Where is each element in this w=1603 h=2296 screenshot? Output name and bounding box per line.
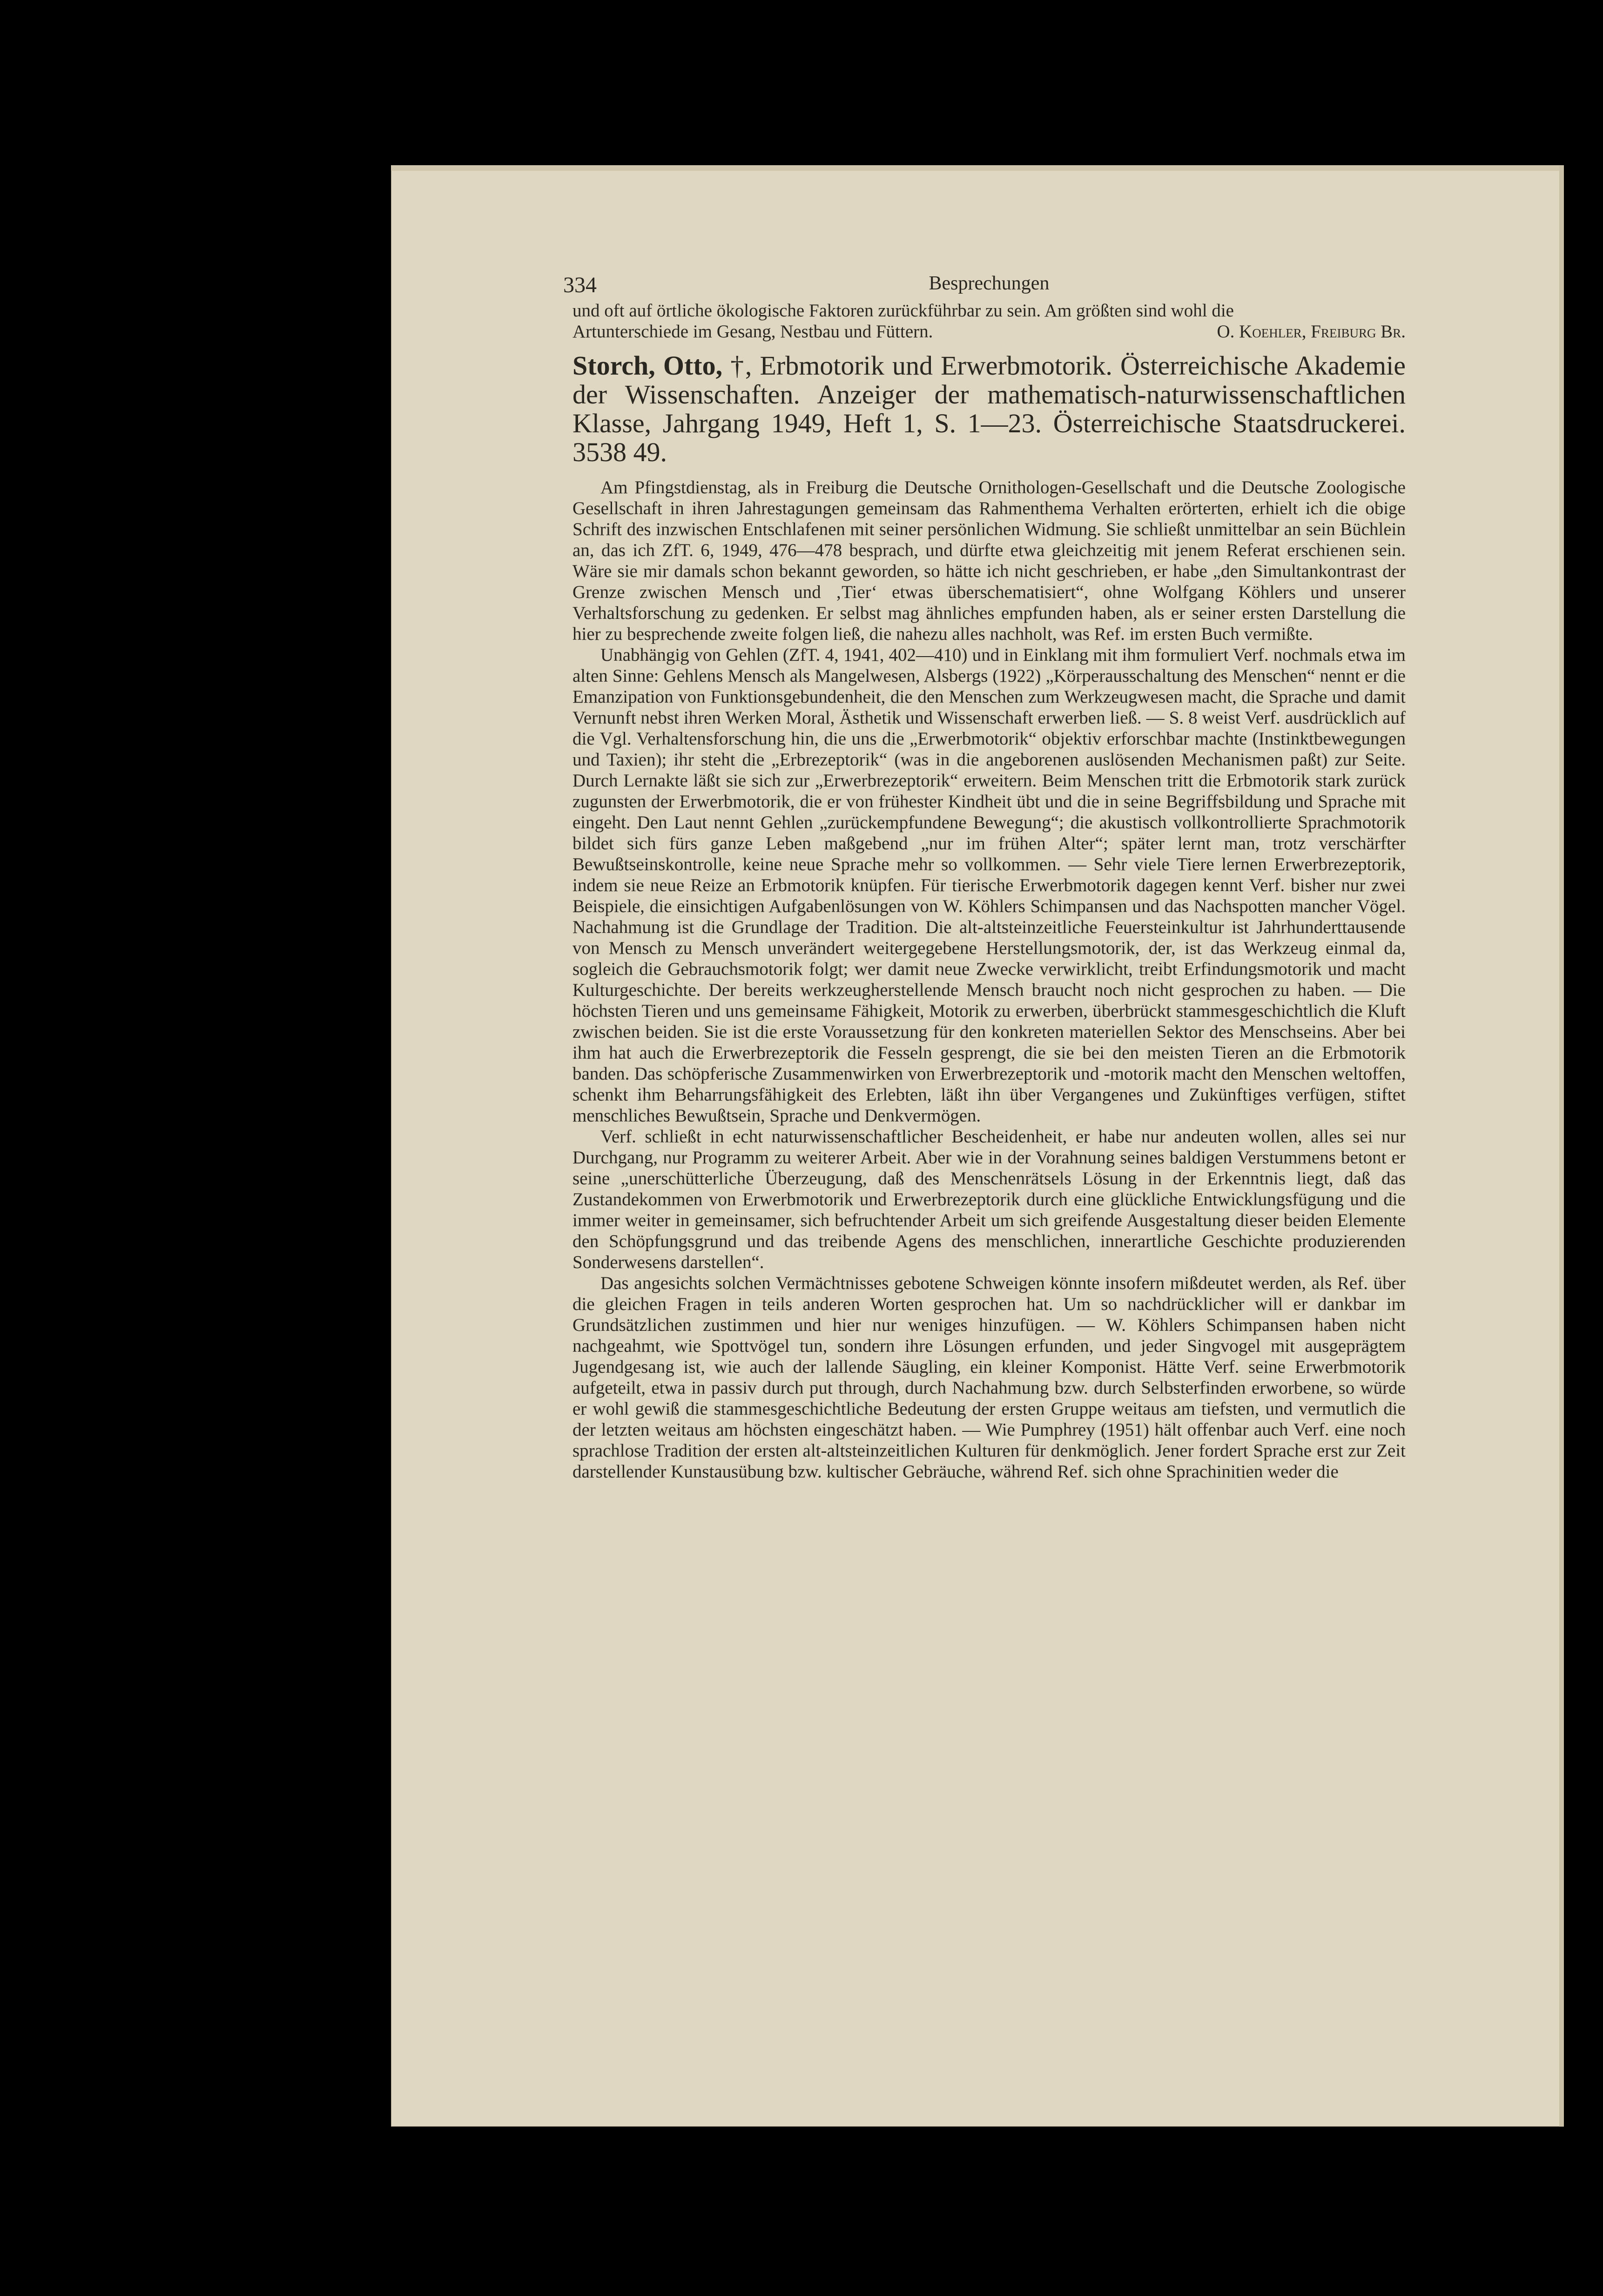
- review-body: [572, 477, 1406, 1482]
- review-paragraph-2: Unabhängig von Gehlen (ZfT. 4, 1941, 402—410) und in Einklang mit ihm formuliert Verf. nochmals etwa im alten Sinne: Gehlens Mensch als Mangelwesen, Alsbergs (1922) „Körperausschaltung des Menschen“ nennt er die Emanzipation von Funktionsgebundenheit, die den Menschen zum Werkzeugwesen macht, die Sprache und damit Vernunft nebst ihren Werken Moral, Ästhetik und Wissenschaft erwerben ließ. — S. 8 weist Verf. ausdrücklich auf die Vgl. Verhaltensforschung hin, die uns die „Erwerbmotorik“ objektiv erforschbar machte (Instinktbewegungen und Taxien); ihr steht die „Erbrezeptorik“ (was in die angeborenen auslösenden Mechanismen paßt) zur Seite. Durch Lernakte läßt sie sich zur „Erwerbrezeptorik“ erweitern. Beim Menschen tritt die Erbmotorik stark zurück zugunsten der Erwerbmotorik, die er von frühester Kindheit übt und die in seine Begriffsbildung und Sprache mit eingeht. Den Laut nennt Gehlen „zurückempfundene Bewegung“; die akustisch vollkontrollierte Sprachmotorik bildet sich fürs ganze Leben maßgebend „nur im frühen Alter“; später lernt man, trotz verschärfter Bewußtseinskontrolle, keine neue Sprache mehr so vollkommen. — Sehr viele Tiere lernen Erwerbrezeptorik, indem sie neue Reize an Erbmotorik knüpfen. Für tierische Erwerbmotorik dagegen kennt Verf. bisher nur zwei Beispiele, die einsichtigen Aufgabenlösungen von W. Köhlers Schimpansen und das Nachspotten mancher Vögel. Nachahmung ist die Grundlage der Tradition. Die alt-altsteinzeitliche Feuersteinkultur ist Jahrhunderttausende von Mensch zu Mensch unverändert weitergegebene Herstellungsmotorik, der, ist das Werkzeug einmal da, sogleich die Gebrauchsmotorik folgt; wer damit neue Zwecke verwirklicht, treibt Erfindungsmotorik und macht Kulturgeschichte. Der bereits werkzeugherstellende Mensch braucht noch nicht gesprochen zu haben. — Die höchsten Tieren und uns gemeinsame Fähigkeit, Motorik zu erwerben, überbrückt stammesgeschichtlich die Kluft zwischen beiden. Sie ist die erste Voraussetzung für den konkreten materiellen Sektor des Menschseins. Aber bei ihm hat auch die Erwerbrezeptorik die Fesseln gesprengt, die sie bei den meisten Tieren an die Erbmotorik banden. Das schöpferische Zusammenwirken von Erwerbrezeptorik und -motorik macht den Menschen weltoffen, schenkt ihm Beharrungsfähigkeit des Erlebten, läßt ihn über Vergangenes und Zukünftiges verfügen, stiftet menschliches Bewußtsein, Sprache und Denkvermögen.: [572, 645, 1406, 1126]
- page-edge-top: [391, 165, 1564, 171]
- page-number: 334: [563, 273, 597, 297]
- reviewed-citation: †, Erbmotorik und Erwerbmotorik. Österreichische Akademie der Wissenschaften. Anzeiger der mathematisch-naturwissenschaftlichen Klasse, Jahrgang 1949, Heft 1, S. 1—23. Österreichische Staatsdruckerei. 3538 49.: [572, 350, 1406, 467]
- previous-review-closing-line2: Artunterschiede im Gesang, Nestbau und Füttern.: [572, 322, 933, 342]
- page-edge-right: [1559, 165, 1564, 2127]
- review-paragraph-4: Das angesichts solchen Vermächtnisses gebotene Schweigen könnte insofern mißdeutet werden, als Ref. über die gleichen Fragen in teils anderen Worten gesprochen hat. Um so nachdrücklicher will er dankbar im Grundsätzlichen zustimmen und hier nur weniges hinzufügen. — W. Köhlers Schimpansen haben nicht nachgeahmt, wie Spottvögel tun, sondern ihre Lösungen erfunden, und jeder Singvogel mit ausgeprägtem Jugendgesang ist, wie auch der lallende Säugling, ein kleiner Komponist. Hätte Verf. seine Erwerbmotorik aufgeteilt, etwa in passiv durch put through, durch Nachahmung bzw. durch Selbsterfinden erworbene, so würde er wohl gewiß die stammesgeschichtliche Bedeutung der ersten Gruppe weitaus am tiefsten, und vermutlich die der letzten weitaus am höchsten eingeschätzt haben. — Wie Pumphrey (1951) hält offenbar auch Verf. eine noch sprachlose Tradition der ersten alt-altsteinzeitlichen Kulturen für denkmöglich. Jener fordert Sprache erst zur Zeit darstellender Kunstausübung bzw. kultischer Gebräuche, während Ref. sich ohne Sprachinitien weder die: [572, 1273, 1406, 1482]
- review-paragraph-1: Am Pfingstdienstag, als in Freiburg die Deutsche Ornithologen-Gesellschaft und die Deutsche Zoologische Gesellschaft in ihren Jahrestagungen gemeinsam das Rahmenthema Verhalten erörterten, erhielt ich die obige Schrift des inzwischen Entschlafenen mit seiner persönlichen Widmung. Sie schließt unmittelbar an sein Büchlein an, das ich ZfT. 6, 1949, 476—478 besprach, und dürfte etwa gleichzeitig mit jenem Referat erschienen sein. Wäre sie mir damals schon bekannt geworden, so hätte ich nicht geschrieben, er habe „den Simultankontrast der Grenze zwischen Mensch und ‚Tier‘ etwas überschematisiert“, ohne Wolfgang Köhlers und unserer Verhaltsforschung zu gedenken. Er selbst mag ähnliches empfunden haben, als er seiner ersten Darstellung die hier zu besprechende zweite folgen ließ, die nahezu alles nachholt, was Ref. im ersten Buch vermißte.: [572, 477, 1406, 644]
- previous-review-signature-line: [572, 321, 1406, 342]
- reviewed-author: Storch, Otto,: [572, 350, 723, 381]
- review-heading: [572, 351, 1406, 467]
- page-content: [563, 272, 1406, 1482]
- running-title: Besprechungen: [929, 273, 1050, 294]
- previous-review-closing: und oft auf örtliche ökologische Faktoren zurückführbar zu sein. Am größten sind wohl die: [572, 301, 1234, 321]
- review-paragraph-3: Verf. schließt in echt naturwissenschaftlicher Bescheidenheit, er habe nur andeuten wollen, alles sei nur Durchgang, nur Programm zu weiterer Arbeit. Aber wie in der Vorahnung seines baldigen Verstummens betont er seine „unerschütterliche Überzeugung, daß des Menschenrätsels Lösung in der Erkenntnis liegt, daß das Zustandekommen von Erwerbmotorik und Erwerbrezeptorik durch eine glückliche Entwicklungsfügung und die immer weiter in gemeinsamer, sich befruchtender Arbeit um sich greifende Ausgestaltung dieser beiden Elemente den Schöpfungsgrund und das treibende Agens des menschlichen, innerartliche Geschichte produzierenden Sonderwesens darstellen“.: [572, 1127, 1406, 1272]
- reviewer-signature: O. Koehler, Freiburg Br.: [1217, 322, 1406, 342]
- running-head: [563, 272, 1406, 300]
- scanned-page: [391, 165, 1564, 2127]
